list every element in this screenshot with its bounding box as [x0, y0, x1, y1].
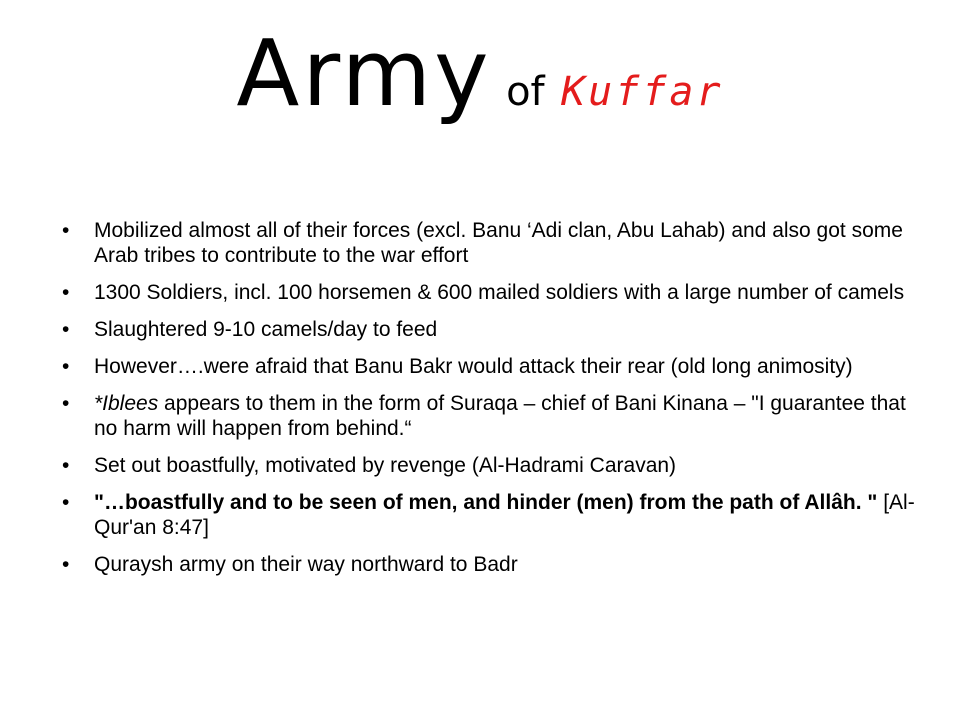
- bullet-dot-icon: •: [62, 392, 70, 415]
- bullet-text: However….were afraid that Banu Bakr would attack their rear (old long animosity): [94, 355, 853, 378]
- title-army: Army: [236, 20, 492, 127]
- bullet-text: Mobilized almost all of their forces (excl. Banu ‘Adi clan, Abu Lahab) and also got some Arab tribes to contribute to the war effort: [94, 219, 903, 267]
- bullet-item: [60, 490, 920, 540]
- bullet-dot-icon: •: [62, 491, 70, 514]
- bullet-dot-icon: •: [62, 553, 70, 576]
- bullet-text: 1300 Soldiers, incl. 100 horsemen & 600 mailed soldiers with a large number of camels: [94, 281, 905, 304]
- bullet-dot-icon: •: [62, 355, 70, 378]
- bullet-text-bold-quote: "…boastfully and to be seen of men, and hinder (men) from the path of Allâh. ": [94, 491, 878, 514]
- bullet-list: [60, 218, 920, 589]
- bullet-dot-icon: •: [62, 454, 70, 477]
- bullet-dot-icon: •: [62, 281, 70, 304]
- bullet-item: [60, 280, 920, 305]
- bullet-item: [60, 453, 920, 478]
- title-kuffar: Kuffar: [561, 69, 724, 115]
- bullet-text-italic: *Iblees: [94, 392, 159, 415]
- bullet-text: [Al-Qur'an 8:47]: [94, 491, 915, 539]
- slide-title: [0, 20, 960, 127]
- bullet-item: [60, 391, 920, 441]
- bullet-item: [60, 552, 920, 577]
- bullet-item: [60, 317, 920, 342]
- bullet-item: [60, 218, 920, 268]
- bullet-text: Quraysh army on their way northward to Badr: [94, 553, 518, 576]
- bullet-text: appears to them in the form of Suraqa – chief of Bani Kinana – "I guarantee that no harm will happen from behind.“: [94, 392, 906, 440]
- bullet-dot-icon: •: [62, 219, 70, 242]
- bullet-text: Slaughtered 9-10 camels/day to feed: [94, 318, 438, 341]
- bullet-text: Set out boastfully, motivated by revenge (Al-Hadrami Caravan): [94, 454, 677, 477]
- bullet-item: [60, 354, 920, 379]
- bullet-dot-icon: •: [62, 318, 70, 341]
- title-of: of: [506, 69, 545, 115]
